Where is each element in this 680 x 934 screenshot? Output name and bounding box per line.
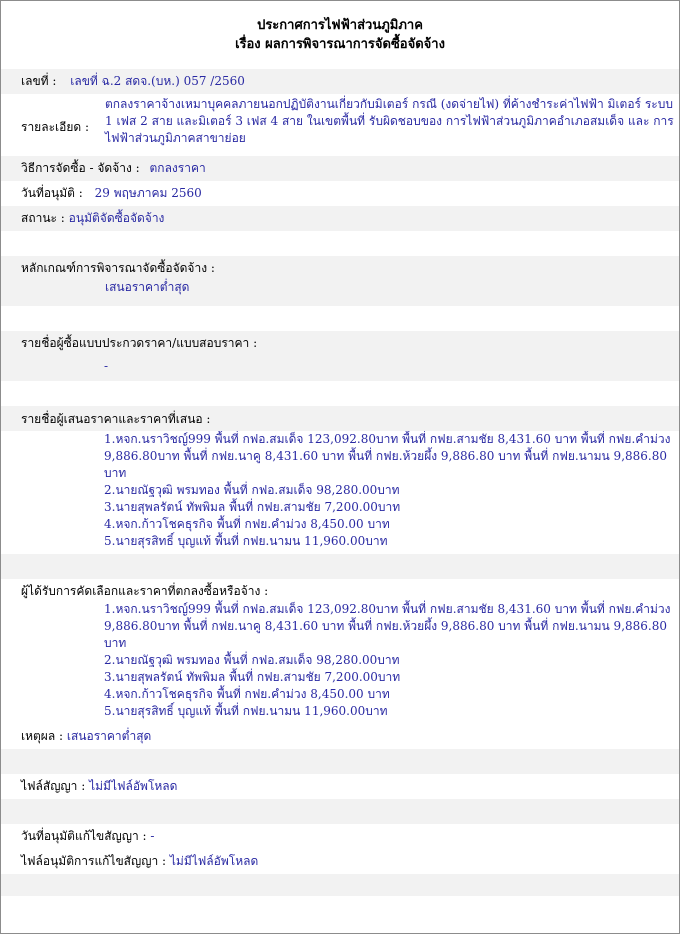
doc-number-label: เลขที่ : xyxy=(21,74,57,88)
criteria-value: เสนอราคาต่ำสุด xyxy=(105,280,190,294)
amendment-file-row xyxy=(1,849,679,874)
details-value: ตกลงราคาจ้างเหมาบุคคลภายนอกปฏิบัติงานเกี่ยวกับมิเตอร์ กรณี (งดจ่ายไฟ) ที่ค้างชำระค่าไฟฟ้า มิเตอร์ ระบบ 1 เฟส 2 สาย และมิเตอร์ 3 เฟส 4 สาย ในเขตพื้นที่ รับผิดชอบของ การไฟฟ้าส่วนภูมิภาคอำเภอสมเด็จ และ การไฟฟ้าส่วนภูมิภาคสาขาย่อย xyxy=(105,97,674,145)
list-item: 1.หจก.นราวิชญ์999 พื้นที่ กฟอ.สมเด็จ 123,092.80บาท พื้นที่ กฟย.สามชัย 8,431.60 บาท พื้นที่ กฟย.คำม่วง 9,886.80บาท พื้นที่ กฟย.นาคู 8,431.60 บาท พื้นที่ กฟย.ห้วยผึ้ง 9,886.80 บาท พื้นที่ กฟย.นามน 9,886.80 บาท xyxy=(104,602,671,650)
reason-row xyxy=(1,724,679,749)
amendment-date-value: - xyxy=(150,829,155,843)
offers-list xyxy=(1,431,679,554)
bidders-list-label: รายชื่อผู้ซื้อแบบประกวดราคา/แบบสอบราคา : xyxy=(21,336,258,350)
spacer-row xyxy=(1,874,679,896)
approval-date-value: 29 พฤษภาคม 2560 xyxy=(94,186,202,200)
reason-value: เสนอราคาต่ำสุด xyxy=(66,729,152,743)
winners-list xyxy=(1,601,679,724)
criteria-row xyxy=(1,256,679,306)
list-item: 4.หจก.ก้าวโชคธุรกิจ พื้นที่ กฟย.คำม่วง 8,450.00 บาท xyxy=(104,517,390,531)
list-item: 5.นายสุรสิทธิ์ บุญแท้ พื้นที่ กฟย.นามน 11,960.00บาท xyxy=(104,534,388,548)
list-item: 2.นายณัฐวุฒิ พรมทอง พื้นที่ กฟอ.สมเด็จ 98,280.00บาท xyxy=(104,483,400,497)
amendment-file-value: ไม่มีไฟล์อัพโหลด xyxy=(169,854,259,868)
spacer-row xyxy=(1,749,679,774)
spacer-row xyxy=(1,554,679,579)
list-item: 1.หจก.นราวิชญ์999 พื้นที่ กฟอ.สมเด็จ 123,092.80บาท พื้นที่ กฟย.สามชัย 8,431.60 บาท พื้นที่ กฟย.คำม่วง 9,886.80บาท พื้นที่ กฟย.นาคู 8,431.60 บาท พื้นที่ กฟย.ห้วยผึ้ง 9,886.80 บาท พื้นที่ กฟย.นามน 9,886.80 บาท xyxy=(104,432,671,480)
page-title: ประกาศการไฟฟ้าส่วนภูมิภาค xyxy=(257,18,423,33)
method-value: ตกลงราคา xyxy=(149,161,206,175)
amendment-date-row xyxy=(1,824,679,849)
approval-date-label: วันที่อนุมัติ : xyxy=(21,186,83,200)
amendment-date-label: วันที่อนุมัติแก้ไขสัญญา : xyxy=(21,829,147,843)
spacer-row xyxy=(1,381,679,406)
status-value: อนุมัติจัดซื้อจัดจ้าง xyxy=(68,211,165,225)
amendment-file-label: ไฟล์อนุมัติการแก้ไขสัญญา : xyxy=(21,854,167,868)
winners-label-row xyxy=(1,579,679,601)
details-label: รายละเอียด : xyxy=(21,120,90,134)
winners-label: ผู้ได้รับการคัดเลือกและราคาที่ตกลงซื้อหรือจ้าง : xyxy=(21,584,269,598)
list-item: 4.หจก.ก้าวโชคธุรกิจ พื้นที่ กฟย.คำม่วง 8,450.00 บาท xyxy=(104,687,390,701)
page-subtitle: เรื่อง ผลการพิจารณาการจัดซื้อจัดจ้าง xyxy=(235,37,445,52)
offers-label-row xyxy=(1,406,679,431)
approval-date-row xyxy=(1,181,679,206)
doc-number-row xyxy=(1,69,679,94)
details-row xyxy=(1,94,679,156)
offers-label: รายชื่อผู้เสนอราคาและราคาที่เสนอ : xyxy=(21,412,211,426)
spacer-row xyxy=(1,231,679,256)
list-item: 5.นายสุรสิทธิ์ บุญแท้ พื้นที่ กฟย.นามน 11,960.00บาท xyxy=(104,704,388,718)
status-label: สถานะ : xyxy=(21,211,65,225)
list-item: 3.นายสุพลรัตน์ ทัพพิมล พื้นที่ กฟย.สามชัย 7,200.00บาท xyxy=(104,500,401,514)
bidders-list-value: - xyxy=(104,359,109,373)
list-item: 3.นายสุพลรัตน์ ทัพพิมล พื้นที่ กฟย.สามชัย 7,200.00บาท xyxy=(104,670,401,684)
method-row xyxy=(1,156,679,181)
method-label: วิธีการจัดซื้อ - จัดจ้าง : xyxy=(21,161,140,175)
spacer-row xyxy=(1,799,679,824)
reason-label: เหตุผล : xyxy=(21,729,64,743)
contract-file-label: ไฟล์สัญญา : xyxy=(21,779,86,793)
contract-file-row xyxy=(1,774,679,799)
bidders-list-row xyxy=(1,331,679,381)
list-item: 2.นายณัฐวุฒิ พรมทอง พื้นที่ กฟอ.สมเด็จ 98,280.00บาท xyxy=(104,653,400,667)
status-row xyxy=(1,206,679,231)
doc-number-value: เลขที่ ฉ.2 สดจ.(บห.) 057 /2560 xyxy=(70,74,245,88)
criteria-label: หลักเกณฑ์การพิจารณาจัดซื้อจัดจ้าง : xyxy=(21,261,215,275)
announcement-header xyxy=(1,1,679,69)
spacer-row xyxy=(1,306,679,331)
contract-file-value: ไม่มีไฟล์อัพโหลด xyxy=(89,779,178,793)
